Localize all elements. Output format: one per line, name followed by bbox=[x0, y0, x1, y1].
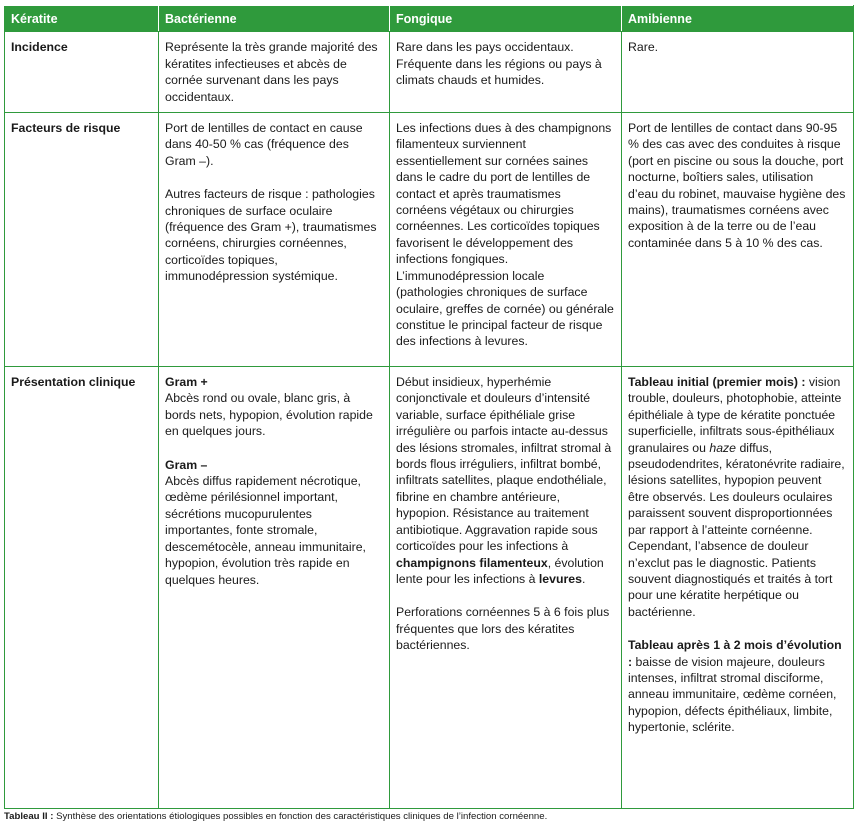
header-amibienne: Amibienne bbox=[622, 6, 854, 32]
header-bacterienne: Bactérienne bbox=[159, 6, 390, 32]
fongique-presentation-paragraph-2: Perforations cornéennes 5 à 6 fois plus fréquentes que lors des kératites bactériennes. bbox=[396, 605, 610, 653]
haze-term: haze bbox=[709, 440, 737, 455]
table-row-incidence bbox=[5, 32, 854, 113]
champignons-filamenteux-emphasis: champignons filamenteux bbox=[396, 555, 548, 570]
table-header-row bbox=[5, 6, 854, 32]
risque-bact-paragraph-1: Port de lentilles de contact en cause dans 40-50 % cas (fréquence des Gram –). bbox=[165, 121, 363, 168]
risque-bact-paragraph-2: Autres facteurs de risque : pathologies chroniques de surface oculaire (fréquence des Gram +), traumatismes cornéens, chirurgies cornéennes, corticoïdes topiques, immunodépression systémique. bbox=[165, 187, 377, 284]
cell-incidence-amibienne: Rare. bbox=[622, 32, 854, 113]
cell-risque-amibienne: Port de lentilles de contact dans 90-95 % des cas avec des conduites à risque (port en piscine ou sous la douche, port nocturne, boîtiers sales, utilisation d’eau du robinet, mauvaise hygiène des mains), traumatismes cornéens avec exposition à de la terre ou de l’eau contaminée dans 5 à 10 % des cas. bbox=[622, 113, 854, 367]
gram-negative-title: Gram – bbox=[165, 457, 208, 472]
row-label-presentation-clinique: Présentation clinique bbox=[5, 367, 159, 809]
cell-presentation-amibienne bbox=[622, 367, 854, 809]
caption-text: Synthèse des orientations étiologiques possibles en fonction des caractéristiques cliniques de l’infection cornéenne. bbox=[53, 811, 548, 822]
row-label-facteurs-risque: Facteurs de risque bbox=[5, 113, 159, 367]
amibienne-tableau-tardif: Tableau après 1 à 2 mois d’évolution : baisse de vision majeure, douleurs intenses, infiltrat stromal disciforme, anneau immunitaire, œdème cornéen, hypopion, défects épithéliaux, limbite, hypertonie, sclérite. bbox=[628, 638, 842, 735]
cell-presentation-fongique bbox=[390, 367, 622, 809]
tableau-initial-title: Tableau initial (premier mois) : bbox=[628, 375, 806, 390]
gram-positive-text: Abcès rond ou ovale, blanc gris, à bords nets, hypopion, évolution rapide en quelques jours. bbox=[165, 391, 373, 439]
table-caption bbox=[4, 811, 547, 822]
cell-risque-fongique: Les infections dues à des champignons filamenteux surviennent essentiellement sur cornées saines dans le cadre du port de lentilles de contact et après traumatismes cornéens végétaux ou chirurgies cornéennes. Les corticoïdes topiques favorisent le développement des infections fongiques. L’immunodépression locale (pathologies chroniques de surface oculaire, greffes de cornée) ou générale constitue le principal facteur de risque des infections à levures. bbox=[390, 113, 622, 367]
amibienne-tableau-initial: Tableau initial (premier mois) : vision trouble, douleurs, photophobie, atteinte épithéliale à type de kératite ponctuée superficielle, infiltrats sous-épithéliaux granulaires ou haze diffus, pseudodendrites, kératonévrite radiaire, lésions satellites, hypopion peuvent être observés. Les douleurs oculaires paraissent souvent disproportionnées par rapport à l’atteinte cornéenne. Cependant, l’absence de douleur n’exclut pas le diagnostic. Patients souvent diagnostiqués et traités à tort pour une kératite herpétique ou bactérienne. bbox=[628, 375, 845, 619]
fongique-presentation-paragraph-1: Début insidieux, hyperhémie conjonctivale et douleurs d’intensité variable, surface épithéliale grise irrégulière ou parfois intacte au-dessus des lésions stromales, infiltrat stromal à bords flous irréguliers, infiltrat bombé, infiltrats satellites, plaque endothéliale, fibrine en chambre antérieure, hypopion. Résistance au traitement antibiotique. Aggravation rapide sous corticoïdes pour les infections à champignons filamenteux, évolution lente pour les infections à levures. bbox=[396, 375, 612, 586]
table-row-facteurs-risque bbox=[5, 113, 854, 367]
cell-risque-bacterienne bbox=[159, 113, 390, 367]
header-fongique: Fongique bbox=[390, 6, 622, 32]
gram-positive-title: Gram + bbox=[165, 375, 208, 390]
cell-incidence-fongique: Rare dans les pays occidentaux. Fréquente dans les régions ou pays à climats chauds et humides. bbox=[390, 32, 622, 113]
levures-emphasis: levures bbox=[538, 571, 582, 586]
cell-presentation-bacterienne bbox=[159, 367, 390, 809]
keratitis-table bbox=[4, 5, 854, 809]
header-keratite: Kératite bbox=[5, 6, 159, 32]
row-label-incidence: Incidence bbox=[5, 32, 159, 113]
table-row-presentation-clinique bbox=[5, 367, 854, 809]
gram-negative-text: Abcès diffus rapidement nécrotique, œdème périlésionnel important, sécrétions mucopurulentes importantes, fonte stromale, descemétocèle, anneau immunitaire, hypopion, évolution très rapide en quelques heures. bbox=[165, 474, 366, 587]
tableau-tardif-title: Tableau après 1 à 2 mois d’évolution : bbox=[628, 638, 842, 669]
cell-incidence-bacterienne: Représente la très grande majorité des kératites infectieuses et abcès de cornée survenant dans les pays occidentaux. bbox=[159, 32, 390, 113]
caption-label: Tableau II : bbox=[4, 811, 54, 822]
